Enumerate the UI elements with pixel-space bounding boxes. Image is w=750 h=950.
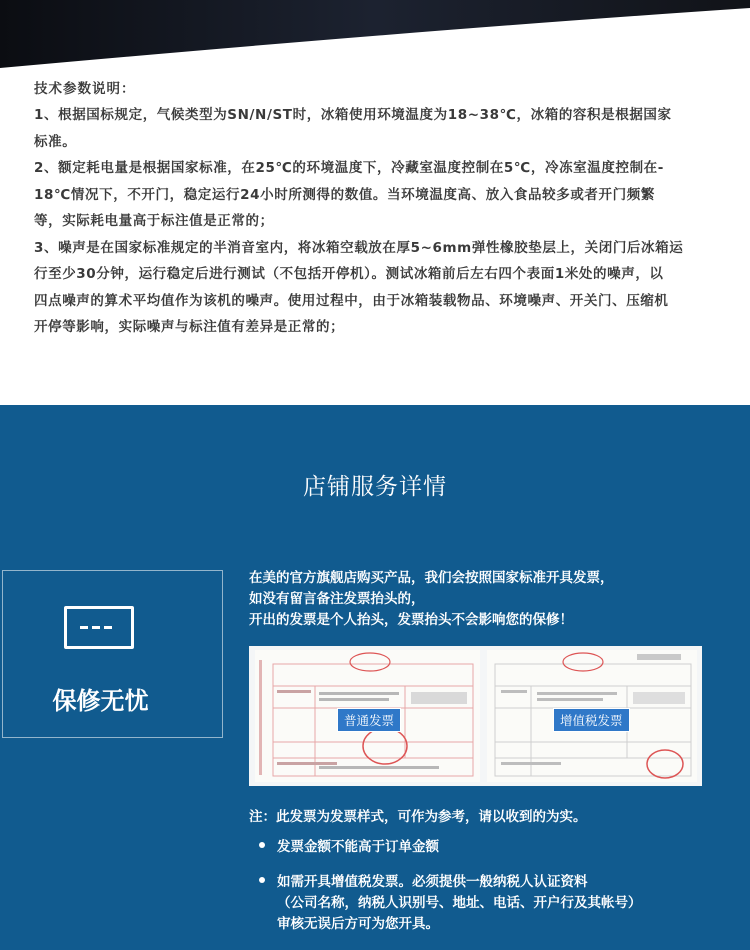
warranty-label: 保修无忧 <box>52 687 149 715</box>
bullet-dot-icon <box>259 842 265 848</box>
tech-spec-section <box>34 76 724 341</box>
intro-line: 如没有留言备注发票抬头的， <box>249 591 425 607</box>
store-service-section <box>0 405 750 950</box>
bullet-text: （公司名称，纳税人识别号、地址、电话、开户行及其帐号） <box>277 895 642 911</box>
invoice-sample-image <box>249 646 702 786</box>
bullet-item <box>259 837 439 858</box>
bullet-item <box>259 872 642 935</box>
invoice-intro <box>249 568 719 631</box>
spec-line: 18℃情况下，不开门，稳定运行24小时所测得的数值。当环境温度高、放入食品较多或者开门频繁 <box>34 186 655 203</box>
spec-line: 行至少30分钟，运行稳定后进行测试（不包括开停机）。测试冰箱前后左右四个表面1米处的噪声，以 <box>34 266 664 282</box>
spec-line: 等，实际耗电量高于标注值是正常的； <box>34 213 274 229</box>
spec-line: 开停等影响，实际噪声与标注值有差异是正常的； <box>34 319 345 335</box>
spec-paragraph-3 <box>34 235 724 341</box>
service-title: 店铺服务详情 <box>303 474 447 500</box>
spec-line: 1、根据国标规定，气候类型为SN/N/ST时，冰箱使用环境温度为18~38℃，冰箱的容积是根据国家 <box>34 107 672 123</box>
intro-line: 在美的官方旗舰店购买产品，我们会按照国家标准开具发票， <box>249 570 614 586</box>
invoice-note: 注：此发票为发票样式，可作为参考，请以收到的为实。 <box>249 809 587 825</box>
spec-line: 2、额定耗电量是根据国家标准，在25℃的环境温度下，冷藏室温度控制在5℃，冷冻室温度控制在- <box>34 160 664 176</box>
spec-line: 四点噪声的算术平均值作为该机的噪声。使用过程中，由于冰箱装载物品、环境噪声、开关门、压缩机 <box>34 292 669 309</box>
bullet-text: 审核无误后方可为您开具。 <box>277 916 439 932</box>
spec-line: 标准。 <box>34 133 77 150</box>
spec-paragraph-1 <box>34 102 724 155</box>
tech-spec-heading: 技术参数说明： <box>34 81 136 97</box>
warranty-box <box>2 570 223 738</box>
spec-paragraph-2 <box>34 155 724 235</box>
top-decorative-band <box>0 0 750 70</box>
intro-line: 开出的发票是个人抬头，发票抬头不会影响您的保修！ <box>249 612 573 628</box>
bullet-text: 如需开具增值税发票。必须提供一般纳税人认证资料 <box>277 874 588 890</box>
spec-line: 3、噪声是在国家标准规定的半消音室内，将冰箱空载放在厚5~6mm弹性橡胶垫层上，关闭门后冰箱运 <box>34 239 684 256</box>
vat-invoice-tag: 增值税发票 <box>553 708 630 732</box>
ordinary-invoice-tag: 普通发票 <box>337 708 401 732</box>
card-icon <box>64 606 134 649</box>
bullet-dot-icon <box>259 877 265 883</box>
bullet-text: 发票金额不能高于订单金额 <box>277 839 439 855</box>
